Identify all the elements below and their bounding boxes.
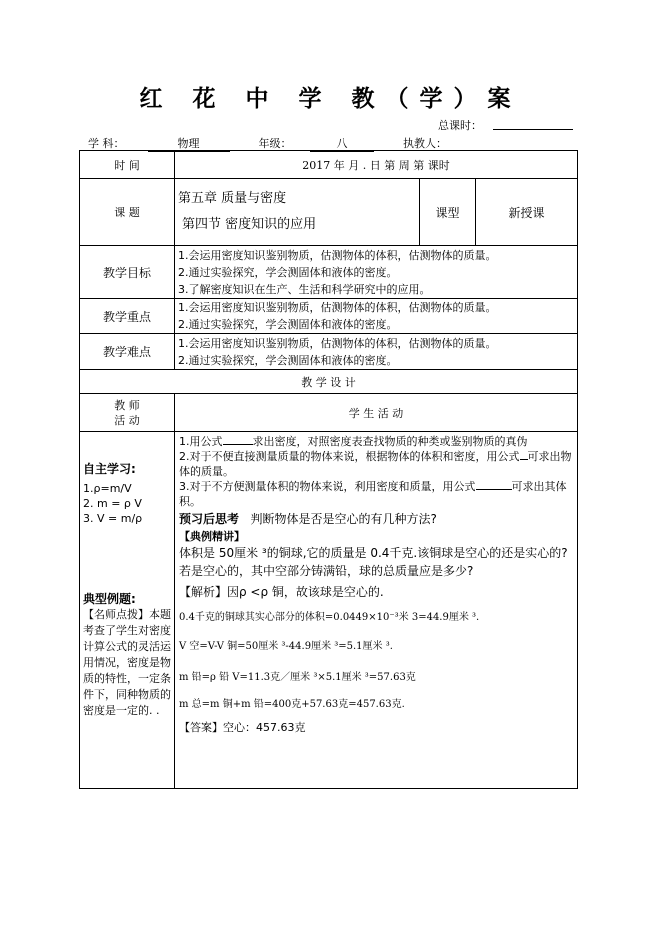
lesson-type-value: 新授课 bbox=[476, 179, 578, 246]
analysis: 【解析】因ρ <ρ 铜，故该球是空心的. bbox=[179, 585, 384, 599]
student-activity-cell bbox=[175, 432, 578, 789]
fill-blank bbox=[520, 449, 528, 460]
example-heading: 【典例精讲】 bbox=[179, 530, 245, 543]
lesson-type-label: 课型 bbox=[420, 179, 476, 246]
formula-item: 3. V = m/ρ bbox=[83, 512, 143, 525]
formula-item: 1.ρ=m/V bbox=[83, 482, 132, 495]
time-value: 2017 年 月 . 日 第 周 第 课时 bbox=[175, 151, 578, 179]
question-3: 3.对于不方便测量体积的物体来说，利用密度和质量，用公式 可求出其体积。 bbox=[179, 480, 567, 508]
difficult-point-item: 2.通过实验探究，学会测固体和液体的密度。 bbox=[178, 353, 398, 367]
formula-item: 2. m = ρ V bbox=[83, 497, 142, 510]
solution-step-4: m 总=m 铜+m 铅=400克+57.63克=457.63克. bbox=[179, 699, 405, 710]
goal-item: 1.会运用密度知识鉴别物质，估测物体的体积，估测物体的质量。 bbox=[178, 248, 497, 262]
subject-label: 学 科： bbox=[88, 137, 125, 150]
difficult-point-item: 1.会运用密度知识鉴别物质，估测物体的体积，估测物体的质量。 bbox=[178, 336, 497, 350]
time-label: 时 间 bbox=[80, 151, 175, 179]
goals-label: 教学目标 bbox=[80, 246, 175, 299]
teacher-tip: 【名师点拨】本题考查了学生对密度计算公式的灵活运用情况，密度是物质的特性，一定条件下，同种物质的密度是一定的. . bbox=[83, 608, 171, 717]
fill-blank bbox=[223, 434, 253, 445]
difficult-points-label: 教学难点 bbox=[80, 334, 175, 370]
goal-item: 3.了解密度知识在生产、生活和科学研究中的应用。 bbox=[178, 282, 431, 296]
key-point-item: 2.通过实验探究，学会测固体和液体的密度。 bbox=[178, 318, 398, 331]
goal-item: 2.通过实验探究，学会测固体和液体的密度。 bbox=[178, 265, 398, 279]
question-1: 1.用公式 求出密度，对照密度表查找物质的种类或鉴别物质的真伪 bbox=[179, 435, 528, 448]
subject-value: 物理 bbox=[148, 135, 230, 152]
fill-blank bbox=[476, 479, 512, 490]
difficult-points-list bbox=[175, 334, 578, 370]
topic-label: 课 题 bbox=[80, 179, 175, 246]
example-problem: 体积是 50厘米 ³的铜球,它的质量是 0.4千克.该铜球是空心的还是实心的?若是空心的，其中空部分铸满铅，球的总质量应是多少? bbox=[179, 546, 568, 578]
solution-step-1: 0.4千克的铜球其实心部分的体积=0.0449×10⁻³米 3=44.9厘米 ³. bbox=[179, 612, 480, 623]
teacher-label: 执教人： bbox=[403, 137, 447, 150]
chapter-title: 第五章 质量与密度 bbox=[178, 191, 287, 206]
solution-step-2: V 空=V-V 铜=50厘米 ³-44.9厘米 ³=5.1厘米 ³. bbox=[179, 641, 393, 652]
teacher-activity-cell bbox=[80, 432, 175, 789]
key-points-list bbox=[175, 299, 578, 334]
key-points-label: 教学重点 bbox=[80, 299, 175, 334]
topic-value bbox=[175, 179, 420, 246]
goals-list bbox=[175, 246, 578, 299]
teacher-blank bbox=[465, 137, 545, 151]
total-periods-blank bbox=[493, 129, 573, 130]
total-periods-label: 总课时： bbox=[438, 119, 482, 132]
document-title: 红 花 中 学 教（学）案 bbox=[139, 85, 522, 112]
solution-step-3: m 铅=ρ 铅 V=11.3克／厘米 ³×5.1厘米 ³=57.63克 bbox=[179, 672, 416, 683]
example-label: 典型例题: bbox=[83, 592, 136, 606]
teaching-design-heading: 教 学 设 计 bbox=[80, 370, 578, 394]
grade-value: 八 bbox=[310, 135, 374, 152]
key-point-item: 1.会运用密度知识鉴别物质，估测物体的体积，估测物体的质量。 bbox=[178, 301, 497, 314]
self-study-label: 自主学习: bbox=[83, 462, 136, 476]
question-2: 2.对于不便直接测量质量的物体来说，根据物体的体积和密度，用公式 可求出物体的质量。 bbox=[179, 450, 572, 478]
preview-question: 预习后思考 判断物体是否是空心的有几种方法? bbox=[179, 512, 437, 526]
student-activity-heading: 学 生 活 动 bbox=[175, 394, 578, 432]
teacher-activity-heading: 教 师 活 动 bbox=[80, 394, 175, 432]
section-title: 第四节 密度知识的应用 bbox=[182, 217, 317, 232]
grade-label: 年级： bbox=[258, 137, 292, 150]
answer: 【答案】空心：457.63克 bbox=[179, 721, 306, 734]
lesson-plan-table bbox=[79, 150, 578, 789]
